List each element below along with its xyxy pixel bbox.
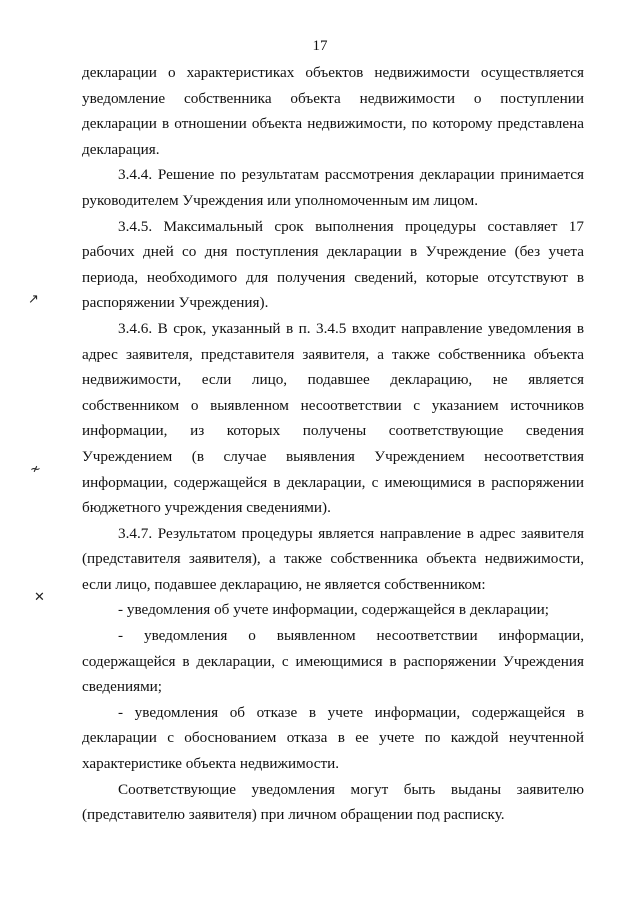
paragraph-closing: Соответствующие уведомления могут быть выданы заявителю (представителю заявителя) при личном обращении под расписку. <box>82 780 584 824</box>
list-item-refusal-notice: - уведомления об отказе в учете информации, содержащейся в декларации с обоснованием отказа в ее учете по каждой неучтенной характеристике объекта недвижимости. <box>82 703 584 773</box>
paragraph-continuation: декларации о характеристиках объектов недвижимости осуществляется уведомление собственника объекта недвижимости о поступлении декларации в отношении объекта недвижимости, по которому представлена декларация. <box>82 64 584 158</box>
paragraph-3-4-4: 3.4.4. Решение по результатам рассмотрения декларации принимается руководителем Учреждения или уполномоченным им лицом. <box>82 166 584 209</box>
margin-mark-icon: ↗ <box>28 292 39 307</box>
paragraph-3-4-5: 3.4.5. Максимальный срок выполнения процедуры составляет 17 рабочих дней со дня поступления декларации в Учреждение (без учета периода, необходимого для получения сведений, которые отсутствуют в распоряжении Учреждения). <box>82 217 584 312</box>
margin-mark-icon: ≁ <box>30 462 41 477</box>
margin-mark-icon: ✕ <box>34 590 45 605</box>
page-number: 17 <box>312 38 328 54</box>
list-item-mismatch-notice: - уведомления о выявленном несоответствии информации, содержащейся в декларации, с имеющимися в распоряжении Учреждения сведениями; <box>82 627 584 696</box>
list-item-accounting-notice: - уведомления об учете информации, содержащейся в декларации; <box>118 601 549 619</box>
paragraph-3-4-7: 3.4.7. Результатом процедуры является направление в адрес заявителя (представителя заявителя), а также собственника объекта недвижимости, если лицо, подавшее декларацию, не является собственником: <box>82 524 584 593</box>
document-body <box>82 60 584 828</box>
paragraph-3-4-6: 3.4.6. В срок, указанный в п. 3.4.5 входит направление уведомления в адрес заявителя, представителя заявителя, а также собственника объекта недвижимости, если лицо, подавшее декларацию, не является собственником о выявленном несоответствии с указанием источников информации, из которых получены соответствующие сведения Учреждением (в случае выявления Учреждением несоответствия информации, содержащейся в декларации, с имеющимися в распоряжении бюджетного учреждения сведениями). <box>82 319 584 517</box>
